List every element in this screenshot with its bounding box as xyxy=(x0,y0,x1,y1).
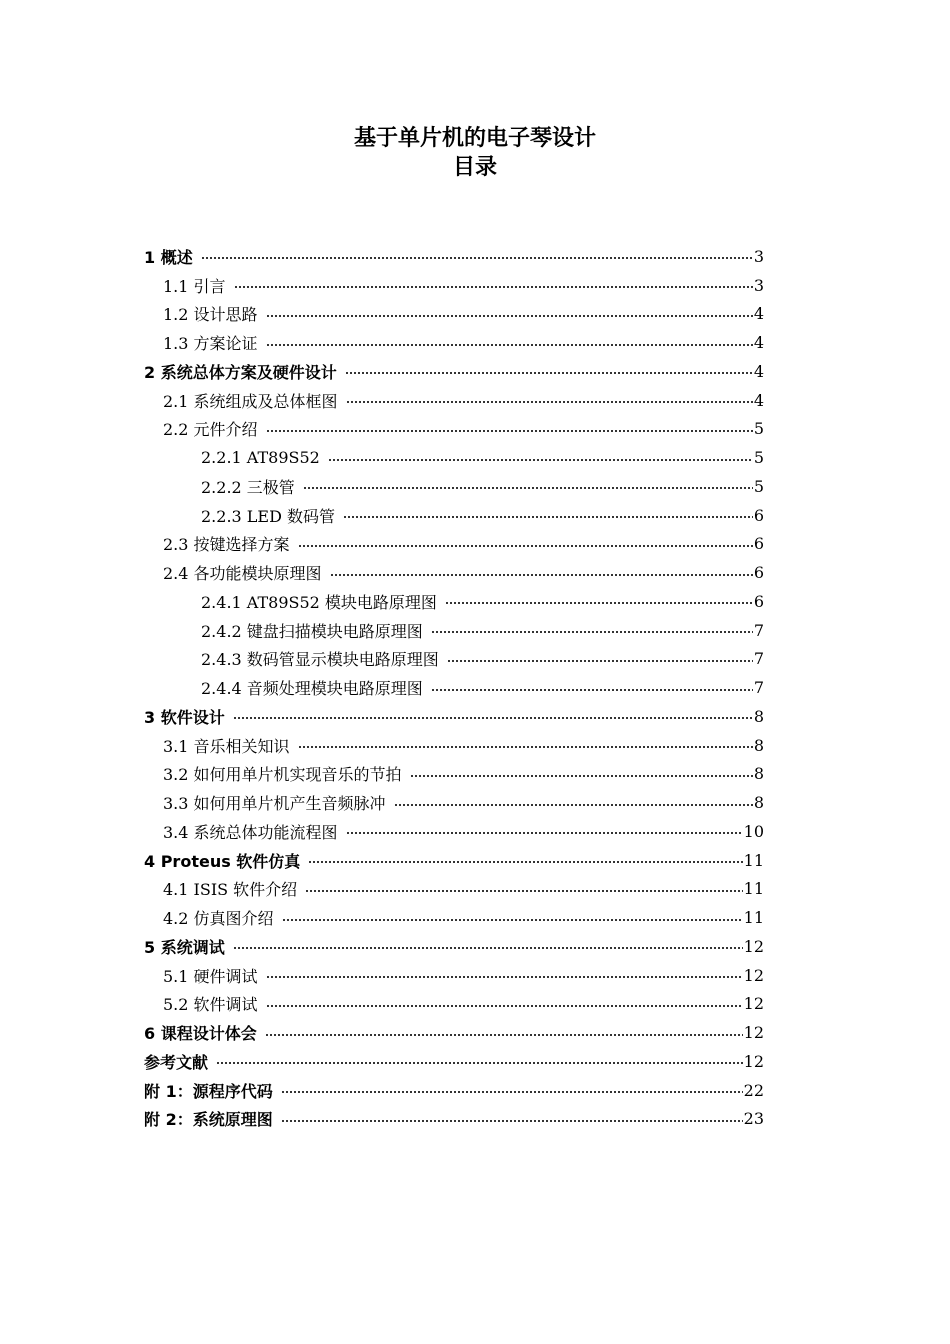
toc-entry[interactable] xyxy=(144,961,764,990)
toc-entry[interactable] xyxy=(144,357,764,386)
toc-page-number: 7 xyxy=(753,620,764,640)
toc-entry[interactable] xyxy=(144,587,764,616)
toc-dot-leader xyxy=(281,1091,743,1093)
toc-page-number: 6 xyxy=(753,505,764,525)
toc-entry-title: 3.2 如何用单片机实现音乐的节拍 xyxy=(163,765,402,785)
toc-dot-leader xyxy=(305,890,742,892)
toc-page-number: 3 xyxy=(753,246,764,266)
toc-entry[interactable] xyxy=(144,702,764,731)
toc-page-number: 22 xyxy=(743,1080,764,1100)
toc-page-number: 4 xyxy=(753,390,764,410)
toc-dot-leader xyxy=(216,1062,743,1064)
toc-entry[interactable] xyxy=(144,616,764,645)
toc-entry-title: 参考文献 xyxy=(144,1052,209,1072)
toc-entry-title: 2.1 系统组成及总体框图 xyxy=(163,391,338,411)
toc-dot-leader xyxy=(394,804,753,806)
toc-entry[interactable] xyxy=(144,443,764,472)
toc-entry[interactable] xyxy=(144,817,764,846)
toc-entry-title: 6 课程设计体会 xyxy=(144,1024,257,1044)
toc-dot-leader xyxy=(330,574,753,576)
toc-entry[interactable] xyxy=(144,932,764,961)
toc-entry[interactable] xyxy=(144,903,764,932)
toc-dot-leader xyxy=(282,919,743,921)
toc-entry-title: 5.2 软件调试 xyxy=(163,995,258,1015)
toc-entry-title: 附 1：源程序代码 xyxy=(144,1081,273,1101)
toc-entry-title: 2.4.1 AT89S52 模块电路原理图 xyxy=(201,592,437,612)
toc-dot-leader xyxy=(233,717,753,719)
toc-heading: 目录 xyxy=(452,155,497,180)
document-title: 基于单片机的电子琴设计 xyxy=(353,126,596,151)
toc-dot-leader xyxy=(410,775,753,777)
toc-page-number: 6 xyxy=(753,591,764,611)
toc-dot-leader xyxy=(346,401,753,403)
toc-entry-title: 2.4 各功能模块原理图 xyxy=(163,564,322,584)
toc-page-number: 12 xyxy=(743,1023,764,1043)
toc-page-number: 11 xyxy=(743,908,764,928)
toc-page-number: 4 xyxy=(753,304,764,324)
table-of-contents xyxy=(144,242,764,1133)
toc-entry[interactable] xyxy=(144,530,764,559)
toc-entry[interactable] xyxy=(144,386,764,415)
toc-entry-title: 2 系统总体方案及硬件设计 xyxy=(144,362,337,382)
toc-page-number: 4 xyxy=(753,333,764,353)
toc-page-number: 8 xyxy=(753,764,764,784)
toc-entry-title: 3.1 音乐相关知识 xyxy=(163,736,290,756)
toc-entry-title: 3.4 系统总体功能流程图 xyxy=(163,822,338,842)
toc-page-number: 5 xyxy=(753,476,764,496)
toc-entry[interactable] xyxy=(144,472,764,501)
toc-entry-title: 2.2 元件介绍 xyxy=(163,420,258,440)
toc-page-number: 7 xyxy=(753,678,764,698)
toc-dot-leader xyxy=(303,487,753,489)
toc-page-number: 7 xyxy=(753,649,764,669)
toc-dot-leader xyxy=(431,631,753,633)
toc-entry-title: 4 Proteus 软件仿真 xyxy=(144,851,301,871)
toc-dot-leader xyxy=(234,286,753,288)
toc-entry[interactable] xyxy=(144,300,764,329)
toc-dot-leader xyxy=(266,315,753,317)
toc-entry-title: 附 2：系统原理图 xyxy=(144,1110,273,1130)
toc-entry-title: 3 软件设计 xyxy=(144,707,225,727)
toc-dot-leader xyxy=(266,976,743,978)
toc-page-number: 12 xyxy=(743,965,764,985)
toc-page-number: 8 xyxy=(753,793,764,813)
toc-entry[interactable] xyxy=(144,673,764,702)
toc-page-number: 3 xyxy=(753,275,764,295)
toc-page-number: 4 xyxy=(753,361,764,381)
toc-page-number: 5 xyxy=(753,448,764,468)
toc-entry-title: 2.4.2 键盘扫描模块电路原理图 xyxy=(201,621,423,641)
toc-entry[interactable] xyxy=(144,415,764,444)
toc-page-number: 5 xyxy=(753,419,764,439)
toc-dot-leader xyxy=(343,516,753,518)
toc-page-number: 6 xyxy=(753,534,764,554)
toc-entry[interactable] xyxy=(144,731,764,760)
toc-dot-leader xyxy=(201,257,753,259)
toc-entry[interactable] xyxy=(144,875,764,904)
toc-entry[interactable] xyxy=(144,1018,764,1047)
toc-page-number: 11 xyxy=(743,879,764,899)
toc-entry-title: 2.4.3 数码管显示模块电路原理图 xyxy=(201,650,439,670)
toc-entry-title: 3.3 如何用单片机产生音频脉冲 xyxy=(163,794,386,814)
toc-entry-title: 2.2.1 AT89S52 xyxy=(201,448,320,468)
toc-page-number: 8 xyxy=(753,706,764,726)
toc-entry-title: 1.3 方案论证 xyxy=(163,334,258,354)
toc-entry[interactable] xyxy=(144,846,764,875)
toc-entry[interactable] xyxy=(144,990,764,1019)
toc-dot-leader xyxy=(265,1034,743,1036)
toc-entry[interactable] xyxy=(144,501,764,530)
toc-dot-leader xyxy=(281,1120,743,1122)
toc-entry[interactable] xyxy=(144,558,764,587)
toc-entry[interactable] xyxy=(144,242,764,271)
toc-dot-leader xyxy=(445,602,753,604)
toc-dot-leader xyxy=(346,832,743,834)
toc-entry-title: 2.2.3 LED 数码管 xyxy=(201,506,336,526)
toc-entry[interactable] xyxy=(144,271,764,300)
toc-dot-leader xyxy=(447,660,753,662)
toc-page-number: 11 xyxy=(743,850,764,870)
toc-entry-title: 5 系统调试 xyxy=(144,937,225,957)
toc-entry-title: 2.2.2 三极管 xyxy=(201,477,295,497)
toc-dot-leader xyxy=(298,746,753,748)
toc-dot-leader xyxy=(345,372,753,374)
toc-entry-title: 5.1 硬件调试 xyxy=(163,966,258,986)
toc-dot-leader xyxy=(328,459,753,461)
toc-page-number: 6 xyxy=(753,563,764,583)
toc-dot-leader xyxy=(431,689,753,691)
toc-entry[interactable] xyxy=(144,328,764,357)
toc-entry-title: 2.3 按键选择方案 xyxy=(163,535,290,555)
toc-entry[interactable] xyxy=(144,1105,764,1134)
toc-entry-title: 1.2 设计思路 xyxy=(163,305,258,325)
toc-dot-leader xyxy=(266,344,753,346)
toc-entry[interactable] xyxy=(144,1076,764,1105)
toc-page-number: 10 xyxy=(743,821,764,841)
toc-page-number: 23 xyxy=(743,1109,764,1129)
toc-entry[interactable] xyxy=(144,1047,764,1076)
toc-entry[interactable] xyxy=(144,645,764,674)
toc-entry-title: 4.2 仿真图介绍 xyxy=(163,909,274,929)
toc-entry-title: 4.1 ISIS 软件介绍 xyxy=(163,880,298,900)
toc-page-number: 12 xyxy=(743,936,764,956)
toc-entry[interactable] xyxy=(144,760,764,789)
toc-dot-leader xyxy=(233,947,743,949)
toc-page-number: 12 xyxy=(743,1051,764,1071)
toc-page-number: 8 xyxy=(753,735,764,755)
toc-dot-leader xyxy=(266,1005,743,1007)
toc-entry-title: 1.1 引言 xyxy=(163,276,226,296)
toc-dot-leader xyxy=(298,545,753,547)
toc-dot-leader xyxy=(266,430,753,432)
toc-entry[interactable] xyxy=(144,788,764,817)
toc-entry-title: 2.4.4 音频处理模块电路原理图 xyxy=(201,679,423,699)
toc-dot-leader xyxy=(308,861,742,863)
toc-page-number: 12 xyxy=(743,994,764,1014)
toc-entry-title: 1 概述 xyxy=(144,247,193,267)
